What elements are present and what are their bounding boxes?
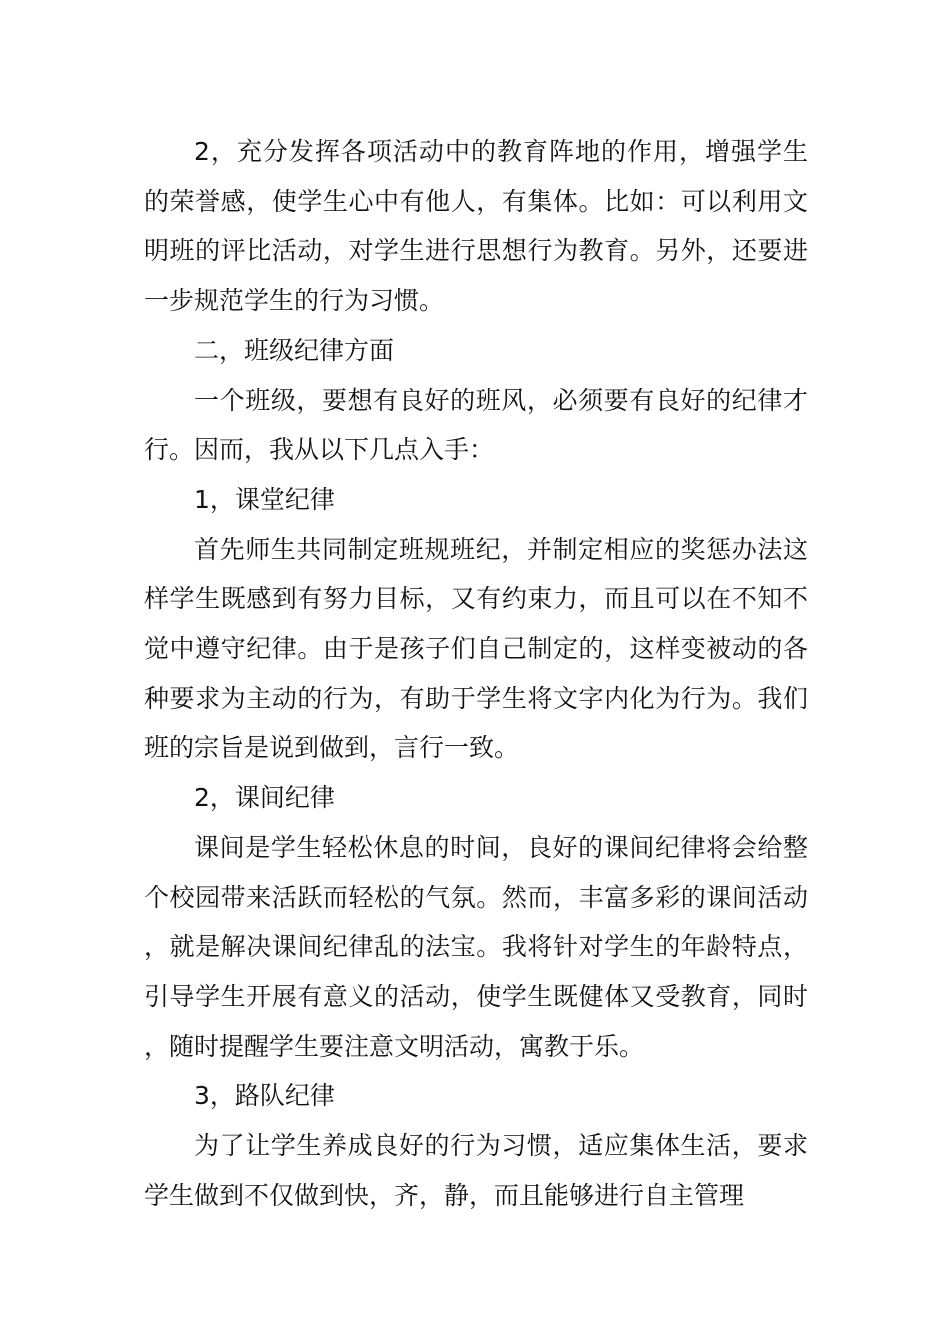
document-body <box>144 127 808 1220</box>
subheading-break-discipline: 2，课间纪律 <box>194 783 335 813</box>
paragraph-discipline-intro: 一个班级，要想有良好的班风，必须要有良好的纪律才行。因而，我从以下几点入手： <box>144 385 808 465</box>
paragraph-break-discipline: 课间是学生轻松休息的时间，良好的课间纪律将会给整个校园带来活跃而轻松的气氛。然而，丰富多彩的课间活动，就是解决课间纪律乱的法宝。我将针对学生的年龄特点，引导学生开展有意义的活动，使学生既健体又受教育，同时，随时提醒学生要注意文明活动，寓教于乐。 <box>144 832 808 1061</box>
paragraph-queue-discipline: 为了让学生养成良好的行为习惯，适应集体生活，要求学生做到不仅做到快，齐，静，而且能够进行自主管理 <box>144 1131 808 1210</box>
paragraph-classroom-discipline: 首先师生共同制定班规班纪，并制定相应的奖惩办法这样学生既感到有努力目标，又有约束力，而且可以在不知不觉中遵守纪律。由于是孩子们自己制定的，这样变被动的各种要求为主动的行为，有助于学生将文字内化为行为。我们班的宗旨是说到做到，言行一致。 <box>144 534 808 763</box>
paragraph-activities-honor: 2，充分发挥各项活动中的教育阵地的作用，增强学生的荣誉感，使学生心中有他人，有集体。比如：可以利用文明班的评比活动，对学生进行思想行为教育。另外，还要进一步规范学生的行为习惯。 <box>144 137 808 316</box>
subheading-classroom-discipline: 1，课堂纪律 <box>194 484 335 514</box>
section-heading-class-discipline: 二，班级纪律方面 <box>194 335 395 365</box>
subheading-queue-discipline: 3，路队纪律 <box>194 1081 335 1111</box>
